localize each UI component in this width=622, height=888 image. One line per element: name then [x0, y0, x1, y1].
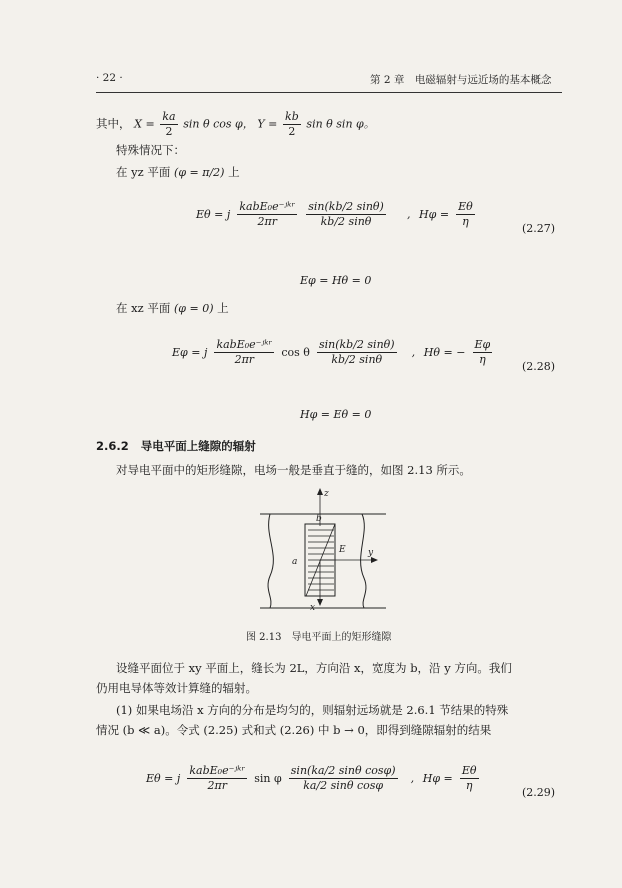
x-frac-num: ka [162, 110, 176, 123]
yz-plane-line [116, 164, 240, 181]
xz-suffix: 上 [217, 301, 229, 315]
eq-zero-1: Eφ = Hθ = 0 [300, 274, 372, 287]
xy-prefix: 其中， [96, 116, 131, 131]
equation-2-27: Eθ = j $\frac{\text{kabE₀e⁻ʲᵏʳ}}{2\pi r}$ $\frac{\sin(kb/2 \sin\theta)}{kb/2 \sin\theta}$ , Hφ = $\frac{E\theta}{\eta}$ [196, 200, 473, 228]
eq228-h-lhs: Hθ = − [423, 346, 466, 359]
special-case-label: 特殊情况下： [116, 143, 185, 157]
yz-prefix: 在 yz 平面 [116, 165, 171, 179]
x-fraction [160, 110, 177, 139]
eq229-h-num: Eθ [461, 764, 477, 777]
header-rule [96, 92, 562, 93]
label-y: y [368, 548, 374, 558]
eq228-number: (2.28) [522, 360, 556, 373]
x-axis-arrow [317, 599, 323, 606]
paragraph-uniform-line2: 情况 (b ≪ a)。令式 (2.25) 式和式 (2.26) 中 b → 0，即得到缝隙辐射的结果 [96, 723, 492, 737]
yz-suffix: 上 [228, 165, 240, 179]
eq229-num: kabE₀e⁻ʲᵏʳ [189, 764, 246, 777]
yz-condition: (φ = π/2) [174, 166, 225, 179]
label-a: a [292, 557, 298, 567]
xz-prefix: 在 xz 平面 [116, 301, 171, 315]
eq229-h-den: η [465, 779, 473, 792]
eq227-frac-sinc [306, 200, 386, 229]
section-heading [96, 438, 256, 454]
eq227-num: kabE₀e⁻ʲᵏʳ [239, 200, 296, 213]
paragraph-setup-line2: 仍用电导体等效计算缝的辐射。 [96, 681, 257, 695]
eq229-h-frac [460, 764, 479, 793]
y-lhs: Y = [257, 117, 278, 131]
eq227-h-lhs: Hφ = [419, 208, 450, 221]
equation-2-28: Eφ = j $\frac{\text{kabE₀e⁻ʲᵏʳ}}{2\pi r}$ cos θ $\frac{\sin(kb/2 \sin\theta)}{kb/2 \sin\theta}$ , Hθ = − $\frac{E\varphi}{\eta}$ [172, 338, 491, 366]
eq229-frac-sinc [289, 764, 398, 793]
y-fraction [283, 110, 301, 139]
eq228-frac-sinc [317, 338, 397, 367]
eq228-mid: cos θ [281, 346, 310, 359]
paragraph-uniform-line1: (1) 如果电场沿 x 方向的分布是均匀的，则辐射远场就是 2.6.1 节结果的特殊 [116, 703, 509, 717]
eq227-h-num: Eθ [458, 200, 473, 213]
section-title: 导电平面上缝隙的辐射 [140, 439, 256, 453]
eq229-den: 2πr [207, 779, 227, 792]
label-b: b [316, 514, 322, 524]
eq229-sin-den: ka/2 sinθ cosφ [303, 779, 384, 792]
eq227-den: 2πr [257, 215, 277, 228]
eq228-num: kabE₀e⁻ʲᵏʳ [216, 338, 273, 351]
x-frac-den: 2 [165, 125, 173, 138]
eq229-lhs: Eθ = j [146, 772, 181, 785]
label-x: x [310, 603, 316, 613]
eq227-h-den: η [462, 215, 469, 228]
page-number: · 22 · [96, 72, 123, 84]
eq229-sin-num: sin(ka/2 sinθ cosφ) [290, 764, 396, 777]
y-frac-den: 2 [288, 125, 296, 138]
xz-plane-line [116, 300, 229, 317]
eq229-mid: sin φ [254, 772, 282, 785]
label-z: z [324, 489, 329, 499]
equation-2-29: Eθ = j $\frac{\text{kabE₀e⁻ʲᵏʳ}}{2\pi r}$ sin φ $\frac{\text{sin(ka/2 sinθ cosφ)}}{\text{ka/2 sinθ cosφ}}$ , Hφ = $\frac{E\theta}{\eta}$ [146, 764, 477, 792]
y-rest: sin θ sin φ。 [306, 117, 375, 131]
eq227-frac-main [237, 200, 297, 229]
paragraph-slot-intro: 对导电平面中的矩形缝隙，电场一般是垂直于缝的，如图 2.13 所示。 [116, 463, 471, 477]
figure-caption: 图 2.13 导电平面上的矩形缝隙 [246, 632, 392, 643]
eq227-number: (2.27) [522, 222, 556, 235]
eq227-lhs: Eθ = j [196, 208, 231, 221]
eq-zero-2: Hφ = Eθ = 0 [300, 408, 372, 421]
eq228-h-den: η [479, 353, 486, 366]
eq228-h-num: Eφ [474, 338, 491, 351]
eq228-sin-den: kb/2 sinθ [331, 353, 383, 366]
chapter-heading: 第 2 章 电磁辐射与远近场的基本概念 [370, 74, 552, 86]
eq228-h-frac [473, 338, 493, 367]
y-frac-num: kb [285, 110, 299, 123]
eq227-h-frac [456, 200, 475, 229]
eq228-lhs: Eφ = j [172, 346, 208, 359]
eq228-sin-num: sin(kb/2 sinθ) [318, 338, 395, 351]
slot-figure [250, 486, 390, 624]
x-lhs: X = [134, 117, 155, 131]
section-number: 2.6.2 [96, 439, 129, 453]
eq229-h-lhs: Hφ = [422, 772, 453, 785]
xz-condition: (φ = 0) [174, 302, 214, 315]
eq228-den: 2πr [234, 353, 255, 366]
eq227-sin-den: kb/2 sinθ [320, 215, 372, 228]
label-E: E [339, 545, 346, 555]
eq229-frac-main [187, 764, 247, 793]
xy-definitions [96, 110, 375, 139]
x-rest: sin θ cos φ， [183, 117, 254, 131]
eq227-sin-num: sin(kb/2 sinθ) [308, 200, 384, 213]
plane-right-break [361, 514, 366, 608]
eq229-number: (2.29) [522, 786, 556, 799]
paragraph-setup-line1: 设缝平面位于 xy 平面上，缝长为 2L，方向沿 x，宽度为 b，沿 y 方向。我们 [116, 661, 512, 675]
eq228-frac-main [214, 338, 274, 367]
z-axis-arrow [317, 488, 323, 495]
plane-left-break [268, 514, 273, 608]
